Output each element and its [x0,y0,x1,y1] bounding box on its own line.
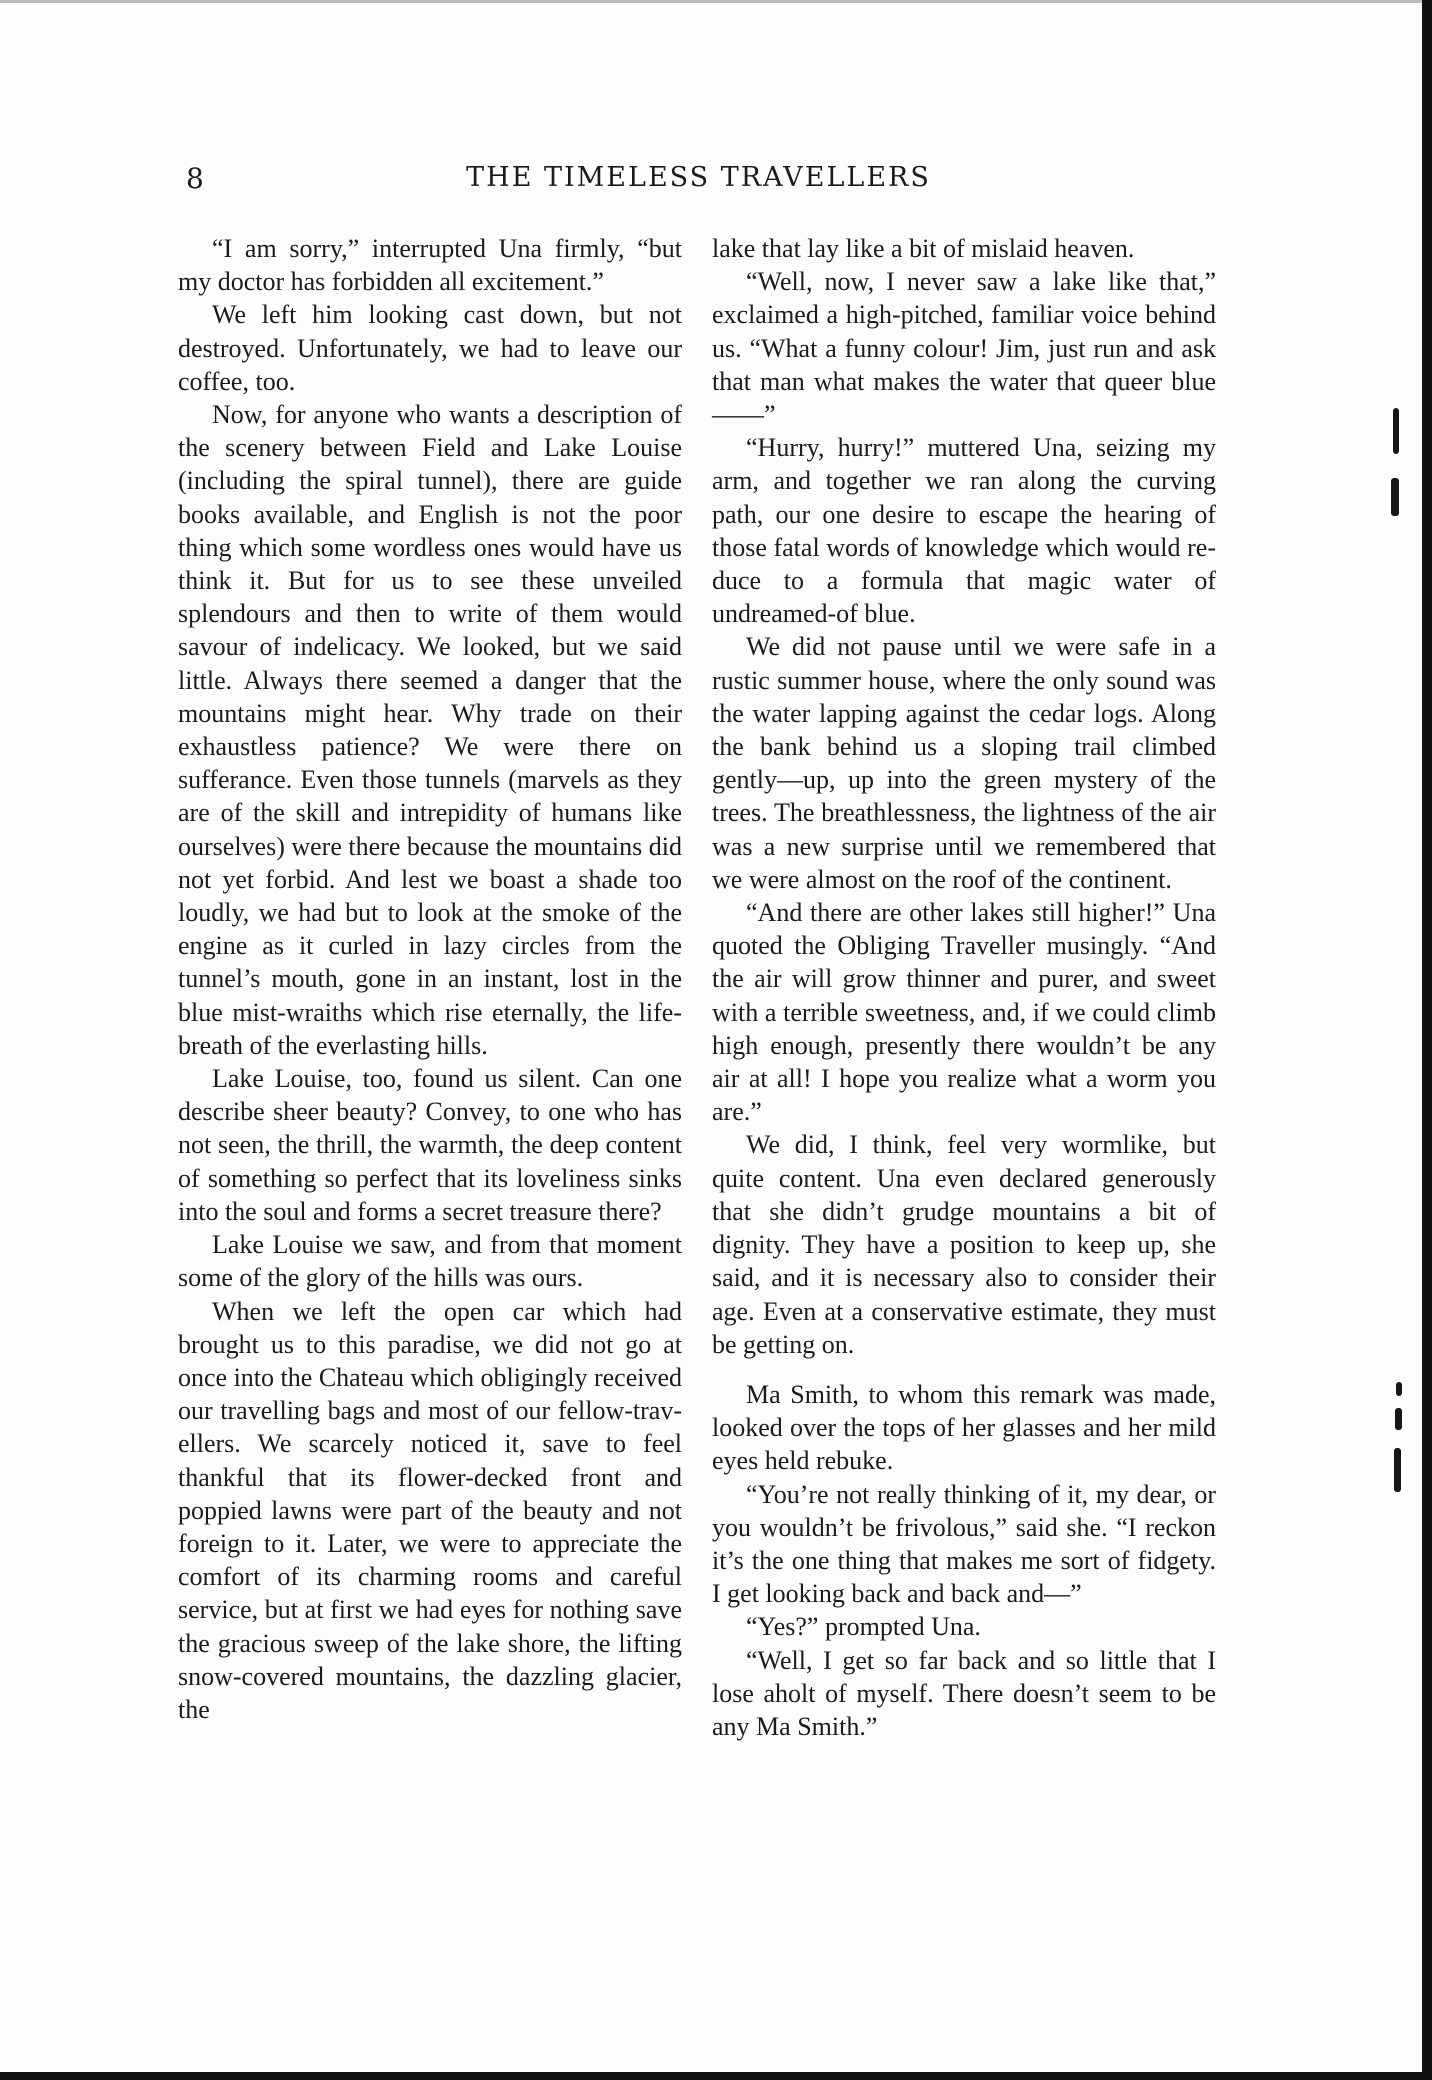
paragraph: We left him looking cast down, but not destroyed. Unfortunately, we had to leave our coffee, too. [178,300,682,396]
binding-mark [1396,1382,1402,1396]
paragraph: “Hurry, hurry!” muttered Una, seizing my arm, and together we ran along the curving path, our one desire to escape the hearing of those fatal words of knowledge which would reduce to a formula that magic water of undreamed-of blue. [712,433,1216,629]
page-bottom-edge [0,2072,1432,2080]
paragraph: “I am sorry,” interrupted Una firmly, “but my doctor has forbidden all excitement.” [178,234,682,297]
binding-mark [1395,1408,1402,1430]
paragraph: Lake Louise, too, found us silent. Can one describe sheer beauty? Convey, to one who has not seen, the thrill, the warmth, the deep content of something so perfect that its loveliness sinks into the soul and forms a secret treasure there? [178,1064,682,1226]
paragraph: “And there are other lakes still higher!” Una quoted the Obliging Traveller musingly. “And the air will grow thinner and purer, and sweet with a terrible sweetness, and, if we could climb high enough, presently there wouldn’t be any air at all! I hope you realize what a worm you are.” [712,898,1216,1127]
binding-mark [1391,478,1399,516]
paragraph: “Yes?” prompted Una. [746,1612,981,1642]
binding-mark [1394,1448,1401,1492]
paragraph-continued: lake that lay like a bit of mislaid heaven. [712,234,1135,263]
page-number: 8 [186,162,205,195]
page-right-edge [1422,0,1432,2080]
running-head [186,162,1211,206]
paragraph: “You’re not really thinking of it, my dear, or you wouldn’t be frivolous,” said she. “I reckon it’s the one thing that makes me sort of fidgety. I get looking back and back and—” [712,1479,1216,1609]
paragraph: We did not pause until we were safe in a rustic summer house, where the only sound was the water lapping against the cedar logs. Along the bank behind us a sloping trail climbed gently—up, up into the green mystery of the trees. The breathlessness, the lightness of the air was a new surprise until we remembered that we were almost on the roof of the continent. [712,632,1216,894]
paragraph: When we left the open car which had brought us to this paradise, we did not go at once into the Chateau which obligingly received our travelling bags and most of our fellow-travellers. We scarcely noticed it, save to feel thankful that its flower-decked front and poppied lawns were part of the beauty and not foreign to it. Later, we were to appreciate the comfort of its charming rooms and careful service, but at first we had eyes for nothing save the gracious sweep of the lake shore, the lifting snow-covered mountains, the dazzling glacier, the [178,1296,682,1724]
paragraph: We did, I think, feel very wormlike, but quite content. Una even declared generously that she didn’t grudge mountains a bit of dignity. They have a position to keep up, she said, and it is necessary also to consider their age. Even at a conservative estimate, they must be getting on. [712,1130,1216,1359]
paragraph: “Well, I get so far back and so little that I lose aholt of myself. There doesn’t seem to be any Ma Smith.” [712,1645,1216,1741]
right-column [712,232,1216,1743]
paragraph: “Well, now, I never saw a lake like that,” exclaimed a high-pitched, familiar voice behind us. “What a funny colour! Jim, just run and ask that man what makes the water that queer blue——” [712,267,1216,430]
paragraph: Ma Smith, to whom this remark was made, looked over the tops of her glasses and her mild eyes held rebuke. [712,1379,1216,1476]
page-top-edge [0,0,1432,3]
paragraph: Now, for anyone who wants a description of the scenery between Field and Lake Louise (including the spiral tunnel), there are guide books available, and English is not the poor thing which some wordless ones would have us think it. But for us to see these unveiled splendours and then to write of them would savour of indelicacy. We looked, but we said little. Always there seemed a danger that the mountains might hear. Why trade on their exhaustless patience? We were there on sufferance. Even those tunnels (marvels as they are of the skill and intrepidity of humans like ourselves) were there because the mountains did not yet forbid. And lest we boast a shade too loudly, we had but to look at the smoke of the engine as it curled in lazy circles from the tunnel’s mouth, gone in an instant, lost in the blue mist-wraiths which rise eternally, the life-breath of the everlasting hills. [178,400,682,1060]
book-title: THE TIMELESS TRAVELLERS [466,162,931,193]
paragraph: Lake Louise we saw, and from that moment some of the glory of the hills was ours. [178,1230,682,1293]
left-column [178,232,682,1726]
binding-mark [1393,408,1399,454]
